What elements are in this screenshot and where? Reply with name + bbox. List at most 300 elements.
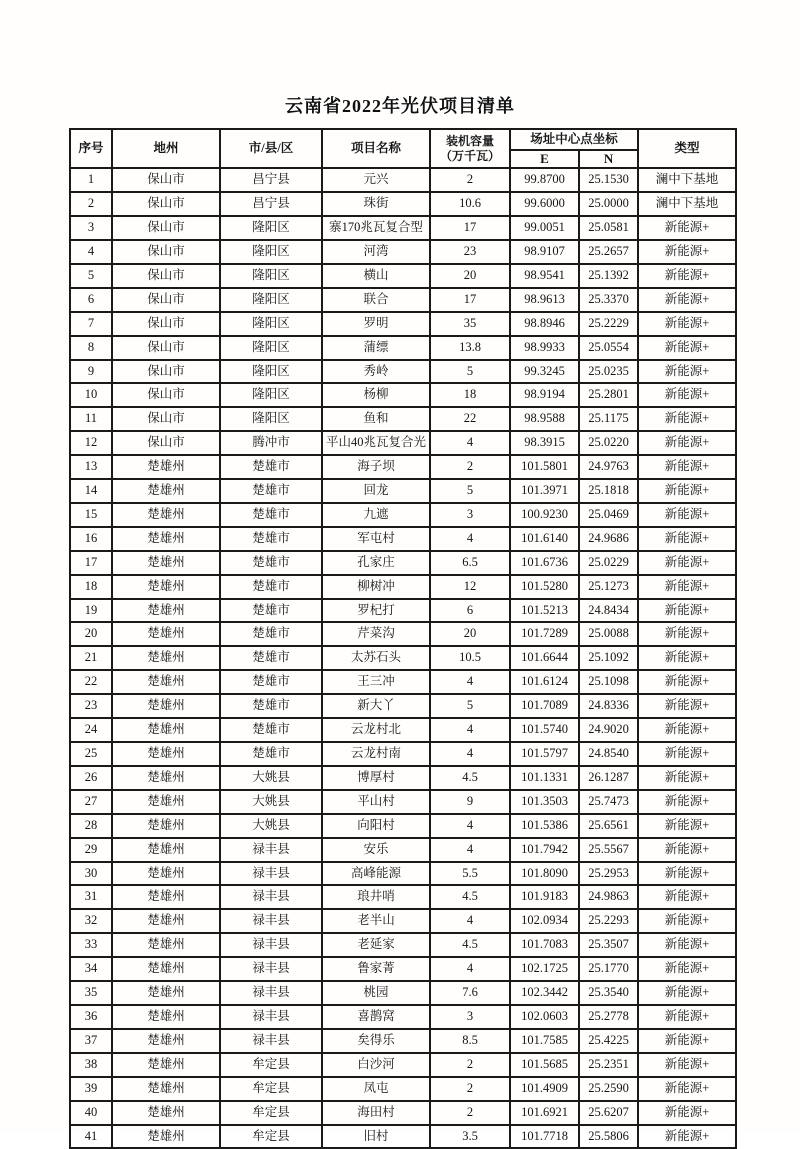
index-cell: 22 [70,670,112,694]
header-index: 序号 [70,129,112,168]
coord-e-cell: 101.6140 [510,527,579,551]
type-cell: 新能源+ [638,1005,736,1029]
county-cell: 楚雄市 [220,646,322,670]
pv-project-table [69,128,737,1149]
project-cell: 珠街 [322,192,430,216]
index-cell: 19 [70,599,112,623]
county-cell: 禄丰县 [220,909,322,933]
type-cell: 新能源+ [638,575,736,599]
index-cell: 27 [70,790,112,814]
table-row [70,766,736,790]
index-cell: 23 [70,694,112,718]
prefecture-cell: 楚雄州 [112,1101,220,1125]
index-cell: 18 [70,575,112,599]
type-cell: 新能源+ [638,455,736,479]
type-cell: 新能源+ [638,551,736,575]
table-row [70,1029,736,1053]
table-row [70,407,736,431]
prefecture-cell: 楚雄州 [112,599,220,623]
county-cell: 楚雄市 [220,455,322,479]
type-cell: 新能源+ [638,694,736,718]
project-cell: 罗明 [322,312,430,336]
table-row [70,790,736,814]
capacity-cell: 3 [430,503,510,527]
project-cell: 高峰能源 [322,862,430,886]
project-cell: 鲁家菁 [322,957,430,981]
prefecture-cell: 楚雄州 [112,646,220,670]
coord-e-cell: 101.8090 [510,862,579,886]
capacity-cell: 2 [430,168,510,192]
coord-n-cell: 25.2590 [579,1077,638,1101]
prefecture-cell: 保山市 [112,216,220,240]
coord-n-cell: 25.3540 [579,981,638,1005]
page-title: 云南省2022年光伏项目清单 [285,96,515,116]
project-cell: 秀岭 [322,360,430,384]
type-cell: 新能源+ [638,360,736,384]
table-row [70,288,736,312]
header-project: 项目名称 [322,129,430,168]
coord-e-cell: 99.6000 [510,192,579,216]
capacity-cell: 10.6 [430,192,510,216]
header-type: 类型 [638,129,736,168]
coord-e-cell: 101.5213 [510,599,579,623]
project-cell: 平山40兆瓦复合光 [322,431,430,455]
county-cell: 禄丰县 [220,981,322,1005]
project-cell: 矣得乐 [322,1029,430,1053]
table-body [70,168,736,1148]
prefecture-cell: 楚雄州 [112,527,220,551]
index-cell: 4 [70,240,112,264]
county-cell: 楚雄市 [220,551,322,575]
table-row [70,599,736,623]
table-row [70,503,736,527]
project-cell: 柳树冲 [322,575,430,599]
capacity-cell: 20 [430,622,510,646]
coord-e-cell: 101.7942 [510,838,579,862]
type-cell: 新能源+ [638,1101,736,1125]
coord-e-cell: 101.5797 [510,742,579,766]
county-cell: 楚雄市 [220,694,322,718]
capacity-cell: 18 [430,383,510,407]
header-capacity [430,129,510,168]
prefecture-cell: 楚雄州 [112,957,220,981]
type-cell: 新能源+ [638,909,736,933]
project-cell: 太苏石头 [322,646,430,670]
coord-n-cell: 25.2293 [579,909,638,933]
coord-n-cell: 25.0220 [579,431,638,455]
capacity-cell: 2 [430,1077,510,1101]
type-cell: 新能源+ [638,288,736,312]
index-cell: 1 [70,168,112,192]
coord-n-cell: 24.8540 [579,742,638,766]
coord-e-cell: 98.9613 [510,288,579,312]
capacity-cell: 35 [430,312,510,336]
capacity-cell: 8.5 [430,1029,510,1053]
capacity-cell: 17 [430,288,510,312]
coord-e-cell: 101.5801 [510,455,579,479]
type-cell: 新能源+ [638,479,736,503]
county-cell: 隆阳区 [220,312,322,336]
county-cell: 楚雄市 [220,670,322,694]
type-cell: 新能源+ [638,933,736,957]
index-cell: 41 [70,1125,112,1149]
prefecture-cell: 保山市 [112,240,220,264]
capacity-cell: 7.6 [430,981,510,1005]
county-cell: 禄丰县 [220,957,322,981]
index-cell: 20 [70,622,112,646]
county-cell: 大姚县 [220,766,322,790]
prefecture-cell: 保山市 [112,192,220,216]
table-row [70,814,736,838]
prefecture-cell: 楚雄州 [112,909,220,933]
table-row [70,981,736,1005]
coord-e-cell: 101.7083 [510,933,579,957]
capacity-cell: 17 [430,216,510,240]
prefecture-cell: 楚雄州 [112,718,220,742]
prefecture-cell: 楚雄州 [112,694,220,718]
coord-e-cell: 98.9933 [510,336,579,360]
coord-n-cell: 25.2657 [579,240,638,264]
capacity-cell: 5.5 [430,862,510,886]
table-row [70,933,736,957]
coord-e-cell: 98.9588 [510,407,579,431]
coord-n-cell: 25.3370 [579,288,638,312]
type-cell: 新能源+ [638,981,736,1005]
project-cell: 芹菜沟 [322,622,430,646]
project-cell: 罗杞打 [322,599,430,623]
coord-n-cell: 25.0581 [579,216,638,240]
capacity-cell: 4 [430,718,510,742]
index-cell: 16 [70,527,112,551]
index-cell: 28 [70,814,112,838]
prefecture-cell: 楚雄州 [112,670,220,694]
prefecture-cell: 楚雄州 [112,575,220,599]
type-cell: 新能源+ [638,1053,736,1077]
coord-n-cell: 25.1092 [579,646,638,670]
table-row [70,1101,736,1125]
coord-e-cell: 98.3915 [510,431,579,455]
index-cell: 36 [70,1005,112,1029]
index-cell: 24 [70,718,112,742]
coord-e-cell: 101.6644 [510,646,579,670]
county-cell: 隆阳区 [220,360,322,384]
coord-e-cell: 101.6124 [510,670,579,694]
capacity-cell: 3 [430,1005,510,1029]
coord-n-cell: 25.2953 [579,862,638,886]
index-cell: 14 [70,479,112,503]
project-cell: 平山村 [322,790,430,814]
prefecture-cell: 楚雄州 [112,766,220,790]
type-cell: 新能源+ [638,407,736,431]
table-header [70,129,736,168]
index-cell: 6 [70,288,112,312]
type-cell: 新能源+ [638,503,736,527]
prefecture-cell: 楚雄州 [112,1125,220,1149]
coord-n-cell: 25.1273 [579,575,638,599]
county-cell: 大姚县 [220,814,322,838]
project-cell: 白沙河 [322,1053,430,1077]
coord-n-cell: 25.1770 [579,957,638,981]
type-cell: 新能源+ [638,336,736,360]
capacity-cell: 4 [430,742,510,766]
capacity-cell: 2 [430,455,510,479]
coord-e-cell: 101.6736 [510,551,579,575]
county-cell: 禄丰县 [220,838,322,862]
project-cell: 河湾 [322,240,430,264]
capacity-cell: 13.8 [430,336,510,360]
capacity-cell: 5 [430,694,510,718]
project-cell: 鱼和 [322,407,430,431]
table-row [70,360,736,384]
project-cell: 老延家 [322,933,430,957]
type-cell: 新能源+ [638,814,736,838]
project-cell: 元兴 [322,168,430,192]
project-cell: 寨170兆瓦复合型 [322,216,430,240]
prefecture-cell: 楚雄州 [112,622,220,646]
table-row [70,383,736,407]
table-row [70,264,736,288]
table-row [70,479,736,503]
type-cell: 新能源+ [638,622,736,646]
capacity-cell: 4 [430,431,510,455]
coord-e-cell: 101.3971 [510,479,579,503]
coord-e-cell: 101.5685 [510,1053,579,1077]
index-cell: 13 [70,455,112,479]
index-cell: 38 [70,1053,112,1077]
coord-n-cell: 25.2801 [579,383,638,407]
type-cell: 澜中下基地 [638,168,736,192]
county-cell: 禄丰县 [220,1029,322,1053]
coord-e-cell: 98.9194 [510,383,579,407]
table-row [70,431,736,455]
coord-n-cell: 25.0235 [579,360,638,384]
project-cell: 海子坝 [322,455,430,479]
capacity-cell: 12 [430,575,510,599]
coord-e-cell: 101.7089 [510,694,579,718]
index-cell: 25 [70,742,112,766]
capacity-cell: 3.5 [430,1125,510,1149]
coord-n-cell: 25.1818 [579,479,638,503]
table-row [70,1125,736,1149]
index-cell: 11 [70,407,112,431]
county-cell: 禄丰县 [220,933,322,957]
capacity-cell: 5 [430,479,510,503]
capacity-cell: 10.5 [430,646,510,670]
type-cell: 新能源+ [638,431,736,455]
project-cell: 博厚村 [322,766,430,790]
coord-e-cell: 101.3503 [510,790,579,814]
prefecture-cell: 保山市 [112,312,220,336]
project-cell: 杨柳 [322,383,430,407]
capacity-cell: 20 [430,264,510,288]
index-cell: 32 [70,909,112,933]
type-cell: 新能源+ [638,527,736,551]
coord-n-cell: 25.0469 [579,503,638,527]
project-cell: 喜鹊窝 [322,1005,430,1029]
type-cell: 新能源+ [638,862,736,886]
project-cell: 新大丫 [322,694,430,718]
header-prefecture: 地州 [112,129,220,168]
type-cell: 新能源+ [638,670,736,694]
county-cell: 隆阳区 [220,240,322,264]
county-cell: 牟定县 [220,1101,322,1125]
table-row [70,670,736,694]
index-cell: 12 [70,431,112,455]
project-cell: 桃园 [322,981,430,1005]
type-cell: 新能源+ [638,790,736,814]
coord-n-cell: 25.1530 [579,168,638,192]
type-cell: 新能源+ [638,1029,736,1053]
project-cell: 云龙村南 [322,742,430,766]
header-coord-n: N [579,150,638,168]
project-cell: 军屯村 [322,527,430,551]
capacity-cell: 4 [430,527,510,551]
table-row [70,1053,736,1077]
table-row [70,455,736,479]
type-cell: 新能源+ [638,599,736,623]
type-cell: 新能源+ [638,312,736,336]
index-cell: 7 [70,312,112,336]
table-row [70,168,736,192]
capacity-cell: 4.5 [430,933,510,957]
county-cell: 昌宁县 [220,192,322,216]
coord-e-cell: 99.3245 [510,360,579,384]
prefecture-cell: 保山市 [112,383,220,407]
coord-n-cell: 24.9863 [579,885,638,909]
table-row [70,718,736,742]
coord-n-cell: 25.5806 [579,1125,638,1149]
prefecture-cell: 保山市 [112,431,220,455]
coord-e-cell: 101.6921 [510,1101,579,1125]
table-row [70,336,736,360]
coord-e-cell: 101.7585 [510,1029,579,1053]
header-capacity-line2: （万千瓦） [439,148,500,163]
coord-e-cell: 99.8700 [510,168,579,192]
project-cell: 老半山 [322,909,430,933]
county-cell: 隆阳区 [220,264,322,288]
project-cell: 云龙村北 [322,718,430,742]
coord-e-cell: 101.9183 [510,885,579,909]
county-cell: 楚雄市 [220,527,322,551]
county-cell: 牟定县 [220,1053,322,1077]
coord-e-cell: 100.9230 [510,503,579,527]
coord-e-cell: 99.0051 [510,216,579,240]
table-row [70,575,736,599]
prefecture-cell: 楚雄州 [112,551,220,575]
coord-n-cell: 25.2351 [579,1053,638,1077]
county-cell: 禄丰县 [220,1005,322,1029]
coord-n-cell: 25.1098 [579,670,638,694]
county-cell: 隆阳区 [220,288,322,312]
table-row [70,742,736,766]
coord-n-cell: 25.0088 [579,622,638,646]
coord-n-cell: 25.7473 [579,790,638,814]
coord-n-cell: 25.2778 [579,1005,638,1029]
prefecture-cell: 楚雄州 [112,1077,220,1101]
type-cell: 新能源+ [638,264,736,288]
index-cell: 17 [70,551,112,575]
type-cell: 新能源+ [638,718,736,742]
coord-n-cell: 25.0229 [579,551,638,575]
project-cell: 九遮 [322,503,430,527]
coord-n-cell: 25.2229 [579,312,638,336]
index-cell: 31 [70,885,112,909]
county-cell: 楚雄市 [220,503,322,527]
prefecture-cell: 保山市 [112,168,220,192]
table-row [70,957,736,981]
table-row [70,312,736,336]
index-cell: 5 [70,264,112,288]
project-cell: 孔家庄 [322,551,430,575]
prefecture-cell: 保山市 [112,407,220,431]
type-cell: 澜中下基地 [638,192,736,216]
county-cell: 隆阳区 [220,216,322,240]
prefecture-cell: 楚雄州 [112,862,220,886]
coord-e-cell: 102.1725 [510,957,579,981]
county-cell: 楚雄市 [220,622,322,646]
capacity-cell: 6 [430,599,510,623]
coord-n-cell: 25.5567 [579,838,638,862]
capacity-cell: 4 [430,670,510,694]
prefecture-cell: 保山市 [112,360,220,384]
coord-e-cell: 98.8946 [510,312,579,336]
index-cell: 40 [70,1101,112,1125]
project-cell: 回龙 [322,479,430,503]
project-cell: 凤屯 [322,1077,430,1101]
capacity-cell: 9 [430,790,510,814]
coord-e-cell: 101.5740 [510,718,579,742]
capacity-cell: 4.5 [430,885,510,909]
coord-e-cell: 101.7718 [510,1125,579,1149]
table-row [70,862,736,886]
type-cell: 新能源+ [638,216,736,240]
type-cell: 新能源+ [638,1077,736,1101]
coord-n-cell: 25.6207 [579,1101,638,1125]
header-coord-e: E [510,150,579,168]
index-cell: 10 [70,383,112,407]
capacity-cell: 4 [430,957,510,981]
table-row [70,1005,736,1029]
index-cell: 9 [70,360,112,384]
project-cell: 横山 [322,264,430,288]
county-cell: 昌宁县 [220,168,322,192]
table-row [70,838,736,862]
county-cell: 牟定县 [220,1077,322,1101]
coord-n-cell: 25.1392 [579,264,638,288]
county-cell: 禄丰县 [220,862,322,886]
index-cell: 37 [70,1029,112,1053]
table-row [70,216,736,240]
table-row [70,622,736,646]
coord-n-cell: 25.4225 [579,1029,638,1053]
coord-e-cell: 102.0603 [510,1005,579,1029]
county-cell: 隆阳区 [220,336,322,360]
type-cell: 新能源+ [638,838,736,862]
project-cell: 旧村 [322,1125,430,1149]
type-cell: 新能源+ [638,885,736,909]
index-cell: 21 [70,646,112,670]
type-cell: 新能源+ [638,1125,736,1149]
coord-n-cell: 24.9686 [579,527,638,551]
coord-e-cell: 101.7289 [510,622,579,646]
project-cell: 海田村 [322,1101,430,1125]
county-cell: 楚雄市 [220,575,322,599]
coord-e-cell: 102.0934 [510,909,579,933]
table-row [70,646,736,670]
index-cell: 15 [70,503,112,527]
type-cell: 新能源+ [638,240,736,264]
index-cell: 35 [70,981,112,1005]
